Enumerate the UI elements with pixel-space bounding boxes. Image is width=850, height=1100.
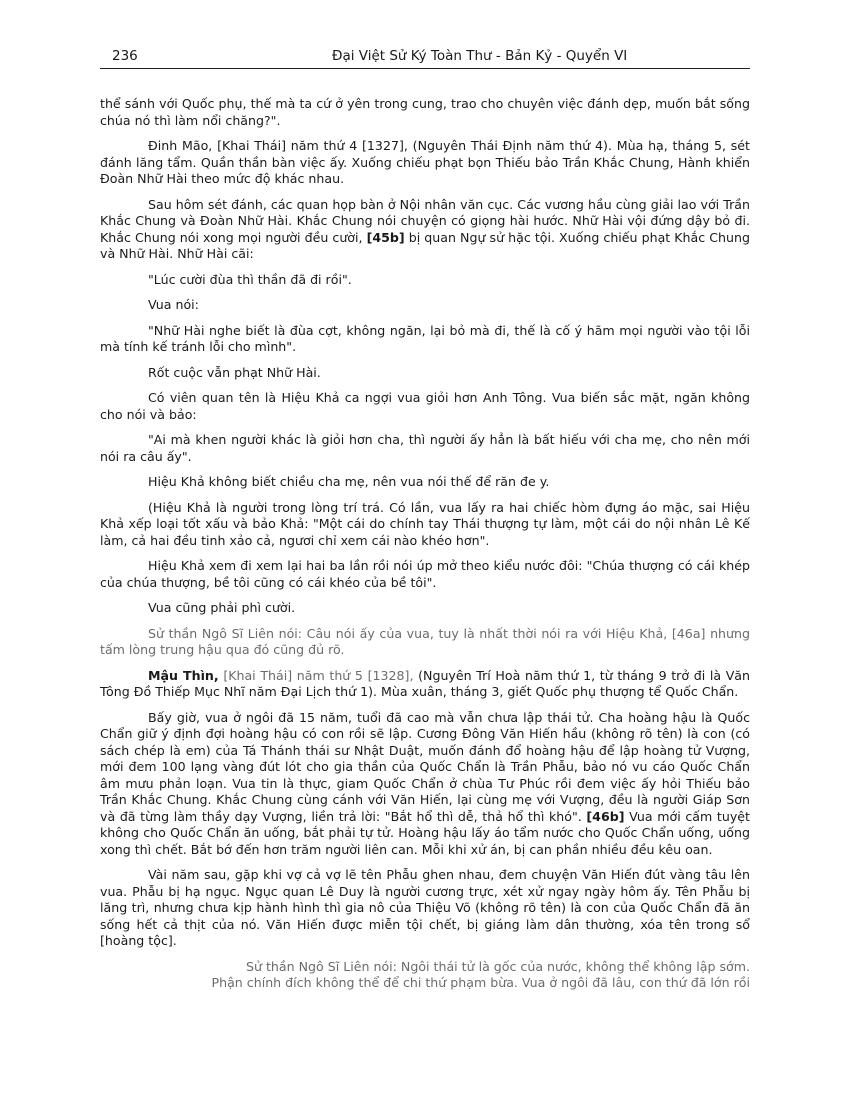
paragraph-text: Bấy giờ, vua ở ngôi đã 15 năm, tuổi đã cao mà vẫn chưa lập thái tử. Cha hoàng hậu là Quốc Chẩn giữ ý định đợi hoàng hậu có con rồi sẽ lập. Cương Đông Văn Hiến hầu (không rõ tên) là con (có sách chép là em) của Tá Thánh thái sư Nhật Duật, muốn đánh đổ hoàng hậu để lập hoàng tử Vượng, mới đem 100 lạng vàng đút lót cho gia thần của Quốc Chẩn là Trần Phẫu, bảo nó vu cáo Quốc Chẩn âm mưu phản loạn. Vua tin là thực, giam Quốc Chẩn ở chùa Tư Phúc rồi đem việc ấy hỏi Thiếu bảo Trần Khắc Chung. Khắc Chung cùng cánh với Văn Hiến, lại cùng mẹ với Vượng, đều là người Giáp Sơn và đã từng làm thầy dạy Vượng, liền trả lời: "Bắt hổ thì dễ, thả hổ thì khó". xyxy=(100,709,750,824)
paragraph xyxy=(100,710,750,859)
paragraph-text: Vua mới cấm tuyệt không cho Quốc Chẩn ăn uống, bắt phải tự tử. Hoàng hậu lấy áo tẩm nước cho Quốc Chẩn uống, uống xong thì chết. Bắt bớ đến hơn trăm người liên can. Mỗi khi xử án, bị can phần nhiều đều kêu oan. xyxy=(100,808,750,857)
paragraph-text: bị quan Ngự sử hặc tội. Xuống chiếu phạt Khắc Chung và Nhữ Hài. Nhữ Hài cãi: xyxy=(100,229,750,261)
year-entry xyxy=(100,668,750,701)
running-title: Đại Việt Sử Ký Toàn Thư - Bản Kỷ - Quyển VI xyxy=(332,48,628,64)
historian-comment xyxy=(100,959,750,992)
comment-line: Sử thần Ngô Sĩ Liên nói: Ngôi thái tử là gốc của nước, không thể không lập sớm. xyxy=(246,958,750,974)
quote: "Lúc cười đùa thì thần đã đi rồi". xyxy=(148,271,352,287)
year-heading: Mậu Thìn, xyxy=(148,667,219,683)
folio-reference: [46b] xyxy=(586,808,625,824)
page-number: 236 xyxy=(112,48,138,64)
paragraph: Rốt cuộc vẫn phạt Nhữ Hài. xyxy=(148,364,321,380)
paragraph: Có viên quan tên là Hiệu Khả ca ngợi vua giỏi hơn Anh Tông. Vua biến sắc mặt, ngăn không cho nói và bảo: xyxy=(100,390,750,422)
paragraph xyxy=(100,197,750,263)
paragraph: Hiệu Khả không biết chiều cha mẹ, nên vua nói thế để răn đe y. xyxy=(148,474,550,489)
historian-comment: Sử thần Ngô Sĩ Liên nói: Câu nói ấy của vua, tuy là nhất thời nói ra với Hiệu Khả, [46a] nhưng tấm lòng trung hậu qua đó cũng đủ rõ. xyxy=(100,625,750,657)
comment-line: Phận chính đích không thể để chi thứ phạm bừa. Vua ở ngôi đã lâu, con thứ đã lớn rồi xyxy=(211,975,750,990)
paragraph: Vài năm sau, gặp khi vợ cả vợ lẽ tên Phẫu ghen nhau, đem chuyện Văn Hiến đút vàng tâu lên vua. Phẫu bị hạ ngục. Ngục quan Lê Duy là người cương trực, xét xử ngay ngày hôm ấy. Tên Phẫu bị lăng trì, nhưng chưa kịp hành hình thì gia nô của Thiệu Võ (không rõ tên) là con của Quốc Chẩn đã ăn sống hết cả thịt của nó. Văn Hiến được miễn tội chết, bị giáng làm dân thường, xóa tên trong sổ [hoàng tộc]. xyxy=(100,867,750,948)
paragraph: thể sánh với Quốc phụ, thế mà ta cứ ở yên trong cung, trao cho chuyên việc đánh dẹp, muốn bắt sống chúa nó thì làm nổi chăng?". xyxy=(100,96,750,128)
paragraph-text: Sau hôm sét đánh, các quan họp bàn ở Nội nhân văn cục. Các vương hầu cùng giải lao với Trần Khắc Chung và Đoàn Nhữ Hài. Khắc Chung nói chuyện có giọng hài hước. Nhữ Hài vội đứng dậy bỏ đi. Khắc Chung nói xong mọi người đều cười, xyxy=(100,196,750,245)
folio-reference: [45b] xyxy=(366,229,405,245)
paragraph: Vua cũng phải phì cười. xyxy=(148,600,296,615)
paragraph: Hiệu Khả xem đi xem lại hai ba lần rồi nói úp mở theo kiểu nước đôi: "Chúa thượng có cái khép của chúa thượng, bề tôi cũng có cái khéo của bề tôi". xyxy=(100,558,750,590)
paragraph: (Hiệu Khả là người trong lòng trí trá. Có lần, vua lấy ra hai chiếc hòm đựng áo mặc, sai Hiệu Khả xếp loại tốt xấu và bảo Khả: "Một cái do chính tay Thái thượng tự làm, một cái do nội nhân Lê Kế làm, cả hai đều tinh xảo cả, ngươi chỉ xem cái nào khéo hơn". xyxy=(100,499,750,548)
quote: "Nhữ Hài nghe biết là đùa cợt, không ngăn, lại bỏ mà đi, thế là cố ý hãm mọi người vào tội lỗi mà tính kế tránh lỗi cho mình". xyxy=(100,322,750,354)
page-header xyxy=(100,48,750,69)
quote: "Ai mà khen người khác là giỏi hơn cha, thì người ấy hẳn là bất hiếu với cha mẹ, cho nên mới nói ra câu ấy". xyxy=(100,432,750,464)
paragraph-text: (Nguyên Trí Hoà năm thứ 1, từ tháng 9 trở đi là Văn Tông Đồ Thiếp Mục Nhĩ năm Đại Lịch thứ 1). Mùa xuân, tháng 3, giết Quốc phụ thượng tể Quốc Chẩn. xyxy=(100,667,751,699)
paragraph: Đinh Mão, [Khai Thái] năm thứ 4 [1327], (Nguyên Thái Định năm thứ 4). Mùa hạ, tháng 5, sét đánh lăng tẩm. Quần thần bàn việc ấy. Xuống chiếu phạt bọn Thiếu bảo Trần Khắc Chung, Hành khiển Đoàn Nhữ Hài theo mức độ khác nhau. xyxy=(100,138,750,186)
page-body xyxy=(100,96,750,1001)
era-name: [Khai Thái] năm thứ 5 [1328], xyxy=(223,667,414,683)
paragraph: Vua nói: xyxy=(148,297,199,312)
